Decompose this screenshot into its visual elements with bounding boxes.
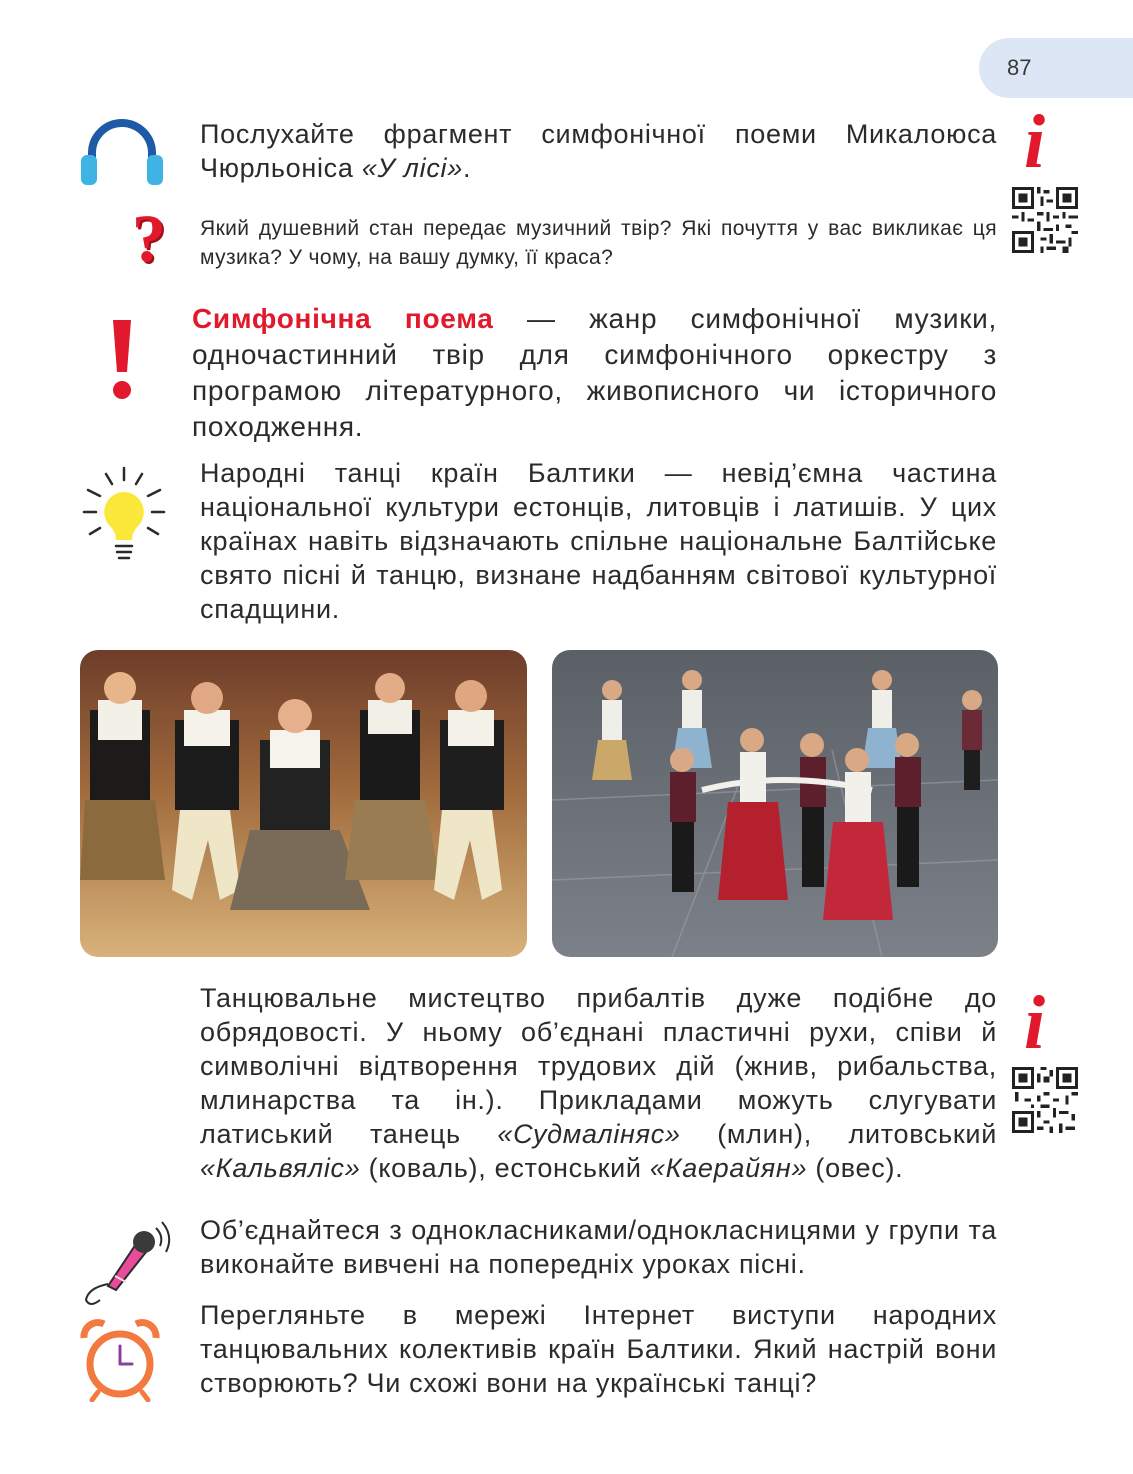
lightbulb-icon — [80, 464, 168, 568]
info-icon-2: i — [1024, 981, 1046, 1065]
definition-paragraph — [192, 301, 997, 445]
microphone-icon — [78, 1218, 174, 1308]
page-number-badge — [979, 38, 1133, 98]
headphones-icon — [78, 117, 166, 187]
definition-text: — жанр симфонічної музики, одночастинний твір для симфонічного оркестру з програмою літературного, живописного чи історичного походження. — [192, 303, 997, 442]
question-paragraph: Який душевний стан передає музичний твір? Які почуття у вас викликає ця музика? У чому, на вашу думку, її краса? — [200, 217, 997, 269]
listen-text: Послухайте фрагмент симфонічної поеми Микалоюса Чюрльоніса — [200, 119, 997, 183]
dance-text-4: (овес). — [807, 1153, 904, 1183]
sing-paragraph: Об’єднайтеся з однокласниками/однокласницями у групи та виконайте вивчені на попередніх уроках пісні. — [200, 1215, 997, 1279]
dance-name-kaerayyan: «Каерайян» — [649, 1153, 808, 1183]
question-mark-icon: ? — [132, 200, 166, 276]
photo-lithuanian-dancers — [552, 650, 998, 957]
photo-latvian-dancers — [80, 650, 527, 957]
info-icon: i — [1024, 100, 1046, 184]
dance-art-paragraph — [200, 981, 997, 1185]
dance-text-3: (коваль), естонський — [360, 1153, 650, 1183]
exclamation-icon — [108, 316, 136, 400]
definition-term: Симфонічна поема — [192, 303, 494, 334]
qr-code-icon[interactable] — [1012, 187, 1078, 253]
dance-name-kalvyalis: «Кальвяліс» — [200, 1153, 361, 1183]
dance-text-2: (млин), литовський — [680, 1119, 997, 1149]
baltic-dance-paragraph: Народні танці країн Балтики — невід’ємна частина національної культури естонців, литовців і латишів. У цих країнах навіть відзначають спільне національне Балтійське свято пісні й танцю, визнане надбанням світової культурної спадщини. — [200, 458, 997, 624]
alarm-clock-icon — [78, 1318, 162, 1402]
qr-code-icon-2[interactable] — [1012, 1067, 1078, 1133]
listen-paragraph — [200, 117, 997, 185]
dance-text-1: Танцювальне мистецтво прибалтів дуже подібне до обрядовості. У ньому об’єднані пластичні рухи, співи й символічні відтворення трудових дій (жнив, рибальства, млинарства та ін.). Прикладами можуть слугувати латиський танець — [200, 983, 997, 1149]
homework-paragraph: Перегляньте в мережі Інтернет виступи народних танцювальних колективів країн Балтики. Який настрій вони створюють? Чи схожі вони на українські танці? — [200, 1300, 997, 1398]
dance-name-sudmalinyas: «Судмаліняс» — [497, 1119, 681, 1149]
page-number: 87 — [1007, 55, 1032, 80]
listen-title: «У лісі» — [361, 153, 463, 183]
listen-end: . — [462, 153, 472, 183]
